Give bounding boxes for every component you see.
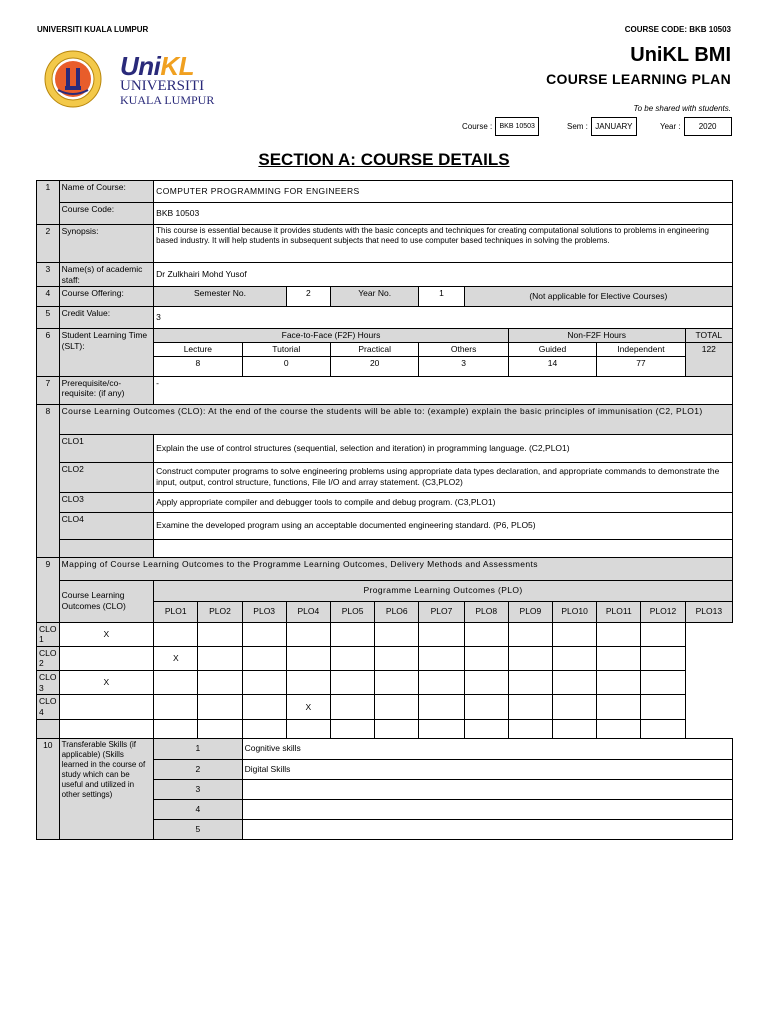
- logo-kl-text: KL: [160, 51, 195, 81]
- plo-header-cell: PLO12: [641, 601, 685, 622]
- practical-value: 20: [330, 356, 418, 376]
- mapping-cell: [597, 695, 641, 719]
- row-num: 3: [37, 263, 60, 287]
- clo-row: [37, 462, 733, 492]
- row-num: 8: [37, 404, 60, 557]
- row-num: 4: [37, 287, 60, 307]
- mapping-cell: [330, 671, 374, 695]
- meta-course-label: Course :: [462, 122, 493, 131]
- plo-header-cell: PLO3: [242, 601, 286, 622]
- plo-header-cell: PLO13: [685, 601, 732, 622]
- mapping-cell: X: [59, 671, 154, 695]
- clo-intro: Course Learning Outcomes (CLO): At the end of the course the students will be able to: (example) explain the basic principles of immunisation (C2, PLO1): [59, 404, 732, 434]
- row-num: 9: [37, 557, 60, 622]
- clo-row: [37, 512, 733, 539]
- others-header: Others: [419, 342, 508, 356]
- clo-label: CLO1: [59, 434, 154, 462]
- mapping-cell: [553, 622, 597, 646]
- mapping-cell: [286, 622, 330, 646]
- plo-header-cell: PLO8: [464, 601, 508, 622]
- staff-value: Dr Zulkhairi Mohd Yusof: [154, 263, 733, 287]
- others-value: 3: [419, 356, 508, 376]
- brand-title: UniKL BMI: [630, 44, 731, 66]
- mapping-cell: [154, 695, 198, 719]
- mapping-cell: [419, 622, 464, 646]
- skill-text: [242, 779, 732, 799]
- slt-label: Student Learning Time (SLT):: [59, 329, 154, 376]
- mapping-cell: X: [154, 646, 198, 670]
- mapping-cell: [286, 671, 330, 695]
- mapping-cell: [154, 671, 198, 695]
- row-slt-head: [37, 329, 733, 343]
- clo-label-empty: [59, 539, 154, 557]
- clo-header: Course Learning Outcomes (CLO): [59, 580, 154, 622]
- row-staff: [37, 263, 733, 287]
- year-value: 1: [419, 287, 464, 307]
- logo-line1: UNIVERSITI: [120, 78, 205, 94]
- mapping-cell: [330, 695, 374, 719]
- mapping-cell: [198, 622, 242, 646]
- independent-header: Independent: [597, 342, 685, 356]
- mapping-cell: [242, 695, 286, 719]
- row-plo-header: [37, 580, 733, 601]
- clo-text: Examine the developed program using an acceptable documented engineering standard. (P6, PLO5): [154, 512, 733, 539]
- mapping-cell: [242, 646, 286, 670]
- tutorial-value: 0: [242, 356, 330, 376]
- plo-header-cell: PLO9: [508, 601, 552, 622]
- university-seal-icon: [44, 50, 102, 108]
- total-value: 122: [685, 342, 732, 376]
- mapping-cell-empty: [198, 719, 242, 738]
- clo-row: [37, 434, 733, 462]
- mapping-cell-empty: [508, 719, 552, 738]
- skill-text: Digital Skills: [242, 759, 732, 779]
- mapping-cell: [242, 671, 286, 695]
- mapping-cell: [330, 646, 374, 670]
- mapping-cell-empty: [641, 719, 685, 738]
- course-code-header: COURSE CODE: BKB 10503: [624, 25, 731, 34]
- mapping-cell: [419, 646, 464, 670]
- mapping-cell: [464, 622, 508, 646]
- course-code: BKB 10503: [154, 203, 733, 225]
- logo-uni-text: Uni: [120, 51, 161, 81]
- synopsis-label: Synopsis:: [59, 225, 154, 263]
- clo-label: CLO2: [59, 462, 154, 492]
- shared-note: To be shared with students.: [633, 104, 731, 113]
- mapping-cell: [419, 695, 464, 719]
- row-offering: [37, 287, 733, 307]
- synopsis-text: This course is essential because it provides students with the basic concepts and techniques for creating computational solutions to problems in engineering based industry. It will help students in subsequent subjects that need to use computer based techniques in solving the problems.: [154, 225, 733, 263]
- f2f-header: Face-to-Face (F2F) Hours: [154, 329, 509, 343]
- mapping-cell: [553, 695, 597, 719]
- credit-label: Credit Value:: [59, 307, 154, 329]
- total-header: TOTAL: [685, 329, 732, 343]
- meta-course: [462, 117, 539, 136]
- mapping-cell: [464, 695, 508, 719]
- row-credit: [37, 307, 733, 329]
- mapping-cell-empty: [242, 719, 286, 738]
- code-label: Course Code:: [59, 203, 154, 225]
- mapping-cell: [375, 671, 419, 695]
- clo-row: [37, 492, 733, 512]
- mapping-clo-label: CLO 2: [37, 646, 60, 670]
- mapping-cell: [330, 622, 374, 646]
- mapping-cell: [508, 671, 552, 695]
- mapping-cell: [597, 622, 641, 646]
- mapping-row: [37, 695, 733, 719]
- meta-year: [660, 117, 732, 136]
- meta-sem-value: JANUARY: [591, 117, 637, 136]
- skill-num: 4: [154, 799, 242, 819]
- course-name: COMPUTER PROGRAMMING FOR ENGINEERS: [154, 181, 733, 203]
- row-num: 1: [37, 181, 60, 225]
- row-course-code: [37, 203, 733, 225]
- guided-value: 14: [508, 356, 596, 376]
- mapping-cell: [597, 646, 641, 670]
- mapping-cell: [641, 622, 685, 646]
- mapping-cell: [553, 646, 597, 670]
- meta-year-value: 2020: [684, 117, 732, 136]
- skill-num: 5: [154, 819, 242, 839]
- name-label: Name of Course:: [59, 181, 154, 203]
- meta-sem: [567, 117, 637, 136]
- mapping-title: Mapping of Course Learning Outcomes to the Programme Learning Outcomes, Delivery Methods and Assessments: [59, 557, 732, 580]
- mapping-cell: [375, 695, 419, 719]
- clo-row-empty: [37, 539, 733, 557]
- mapping-row: [37, 671, 733, 695]
- guided-header: Guided: [508, 342, 596, 356]
- skill-num: 2: [154, 759, 242, 779]
- mapping-cell: [641, 695, 685, 719]
- mapping-row: [37, 622, 733, 646]
- row-num: 10: [37, 738, 60, 839]
- meta-course-value: BKB 10503: [495, 117, 539, 136]
- mapping-cell-empty: [597, 719, 641, 738]
- university-header: UNIVERSITI KUALA LUMPUR: [37, 25, 149, 34]
- staff-label: Name(s) of academic staff:: [59, 263, 154, 287]
- prerequisite-value: -: [154, 376, 733, 404]
- plo-header-cell: PLO7: [419, 601, 464, 622]
- row-synopsis: [37, 225, 733, 263]
- mapping-cell: [508, 695, 552, 719]
- skill-text: [242, 799, 732, 819]
- offering-label: Course Offering:: [59, 287, 154, 307]
- plo-header-cell: PLO4: [286, 601, 330, 622]
- clo-text: Explain the use of control structures (sequential, selection and iteration) in programming language. (C2,PLO1): [154, 434, 733, 462]
- skill-num: 1: [154, 738, 242, 759]
- row-num: 7: [37, 376, 60, 404]
- mapping-cell-empty: [330, 719, 374, 738]
- mapping-cell: [375, 622, 419, 646]
- row-prerequisite: [37, 376, 733, 404]
- row-mapping-title: [37, 557, 733, 580]
- independent-value: 77: [597, 356, 685, 376]
- mapping-cell-empty: [59, 719, 154, 738]
- clo-text: Construct computer programs to solve engineering problems using appropriate data types declaration, and appropriate commands to demonstrate the input, output, control structure, functions, File I/O and array statement. (C3,PLO2): [154, 462, 733, 492]
- mapping-row: [37, 646, 733, 670]
- skills-label: Transferable Skills (if applicable) (Skills learned in the course of study which can be useful and utilized in other settings): [59, 738, 154, 839]
- semester-value: 2: [286, 287, 330, 307]
- semester-label: Semester No.: [154, 287, 287, 307]
- mapping-cell: [59, 695, 154, 719]
- nonf2f-header: Non-F2F Hours: [508, 329, 685, 343]
- mapping-cell: [508, 646, 552, 670]
- clo-label: CLO3: [59, 492, 154, 512]
- skill-text: [242, 819, 732, 839]
- mapping-cell: [508, 622, 552, 646]
- row-num: 2: [37, 225, 60, 263]
- mapping-cell-empty: [419, 719, 464, 738]
- mapping-cell-empty: [37, 719, 60, 738]
- plo-header-cell: PLO1: [154, 601, 198, 622]
- prerequisite-label: Prerequisite/co-requisite: (if any): [59, 376, 154, 404]
- plo-header-cell: PLO10: [553, 601, 597, 622]
- lecture-value: 8: [154, 356, 242, 376]
- mapping-clo-label: CLO 4: [37, 695, 60, 719]
- mapping-cell: [641, 671, 685, 695]
- mapping-cell: [553, 671, 597, 695]
- plo-header-cell: PLO6: [375, 601, 419, 622]
- mapping-cell: [242, 622, 286, 646]
- row-clo-intro: [37, 404, 733, 434]
- plan-title: COURSE LEARNING PLAN: [546, 71, 731, 87]
- section-title: SECTION A: COURSE DETAILS: [258, 150, 510, 169]
- mapping-cell: [464, 646, 508, 670]
- skill-num: 3: [154, 779, 242, 799]
- mapping-cell-empty: [464, 719, 508, 738]
- course-details-table: [36, 180, 733, 840]
- clo-text: Apply appropriate compiler and debugger tools to compile and debug program. (C3,PLO1): [154, 492, 733, 512]
- mapping-clo-label: CLO 3: [37, 671, 60, 695]
- mapping-cell: [154, 622, 198, 646]
- mapping-cell: X: [286, 695, 330, 719]
- mapping-clo-label: CLO 1: [37, 622, 60, 646]
- mapping-cell-empty: [375, 719, 419, 738]
- mapping-cell-empty: [553, 719, 597, 738]
- mapping-cell: [198, 671, 242, 695]
- mapping-cell: [375, 646, 419, 670]
- clo-label: CLO4: [59, 512, 154, 539]
- plo-header-cell: PLO2: [198, 601, 242, 622]
- offering-note: (Not applicable for Elective Courses): [464, 287, 732, 307]
- mapping-cell: [464, 671, 508, 695]
- unikl-logo: [120, 53, 220, 108]
- plo-header: Programme Learning Outcomes (PLO): [154, 580, 733, 601]
- practical-header: Practical: [330, 342, 418, 356]
- meta-sem-label: Sem :: [567, 122, 588, 131]
- credit-value: 3: [154, 307, 733, 329]
- mapping-cell: [59, 646, 154, 670]
- meta-year-label: Year :: [660, 122, 681, 131]
- row-num: 6: [37, 329, 60, 376]
- plo-header-cell: PLO11: [597, 601, 641, 622]
- mapping-cell-empty: [154, 719, 198, 738]
- mapping-cell: [286, 646, 330, 670]
- year-label: Year No.: [330, 287, 418, 307]
- logo-line2: KUALA LUMPUR: [120, 93, 215, 107]
- row-course-name: [37, 181, 733, 203]
- mapping-cell: [198, 646, 242, 670]
- mapping-cell-empty: [286, 719, 330, 738]
- mapping-cell: [419, 671, 464, 695]
- lecture-header: Lecture: [154, 342, 242, 356]
- skill-text: Cognitive skills: [242, 738, 732, 759]
- mapping-cell: [597, 671, 641, 695]
- plo-header-cell: PLO5: [330, 601, 374, 622]
- mapping-cell: [641, 646, 685, 670]
- skill-row: [37, 738, 733, 759]
- mapping-cell: [198, 695, 242, 719]
- tutorial-header: Tutorial: [242, 342, 330, 356]
- clo-text-empty: [154, 539, 733, 557]
- mapping-row-empty: [37, 719, 733, 738]
- mapping-cell: X: [59, 622, 154, 646]
- row-num: 5: [37, 307, 60, 329]
